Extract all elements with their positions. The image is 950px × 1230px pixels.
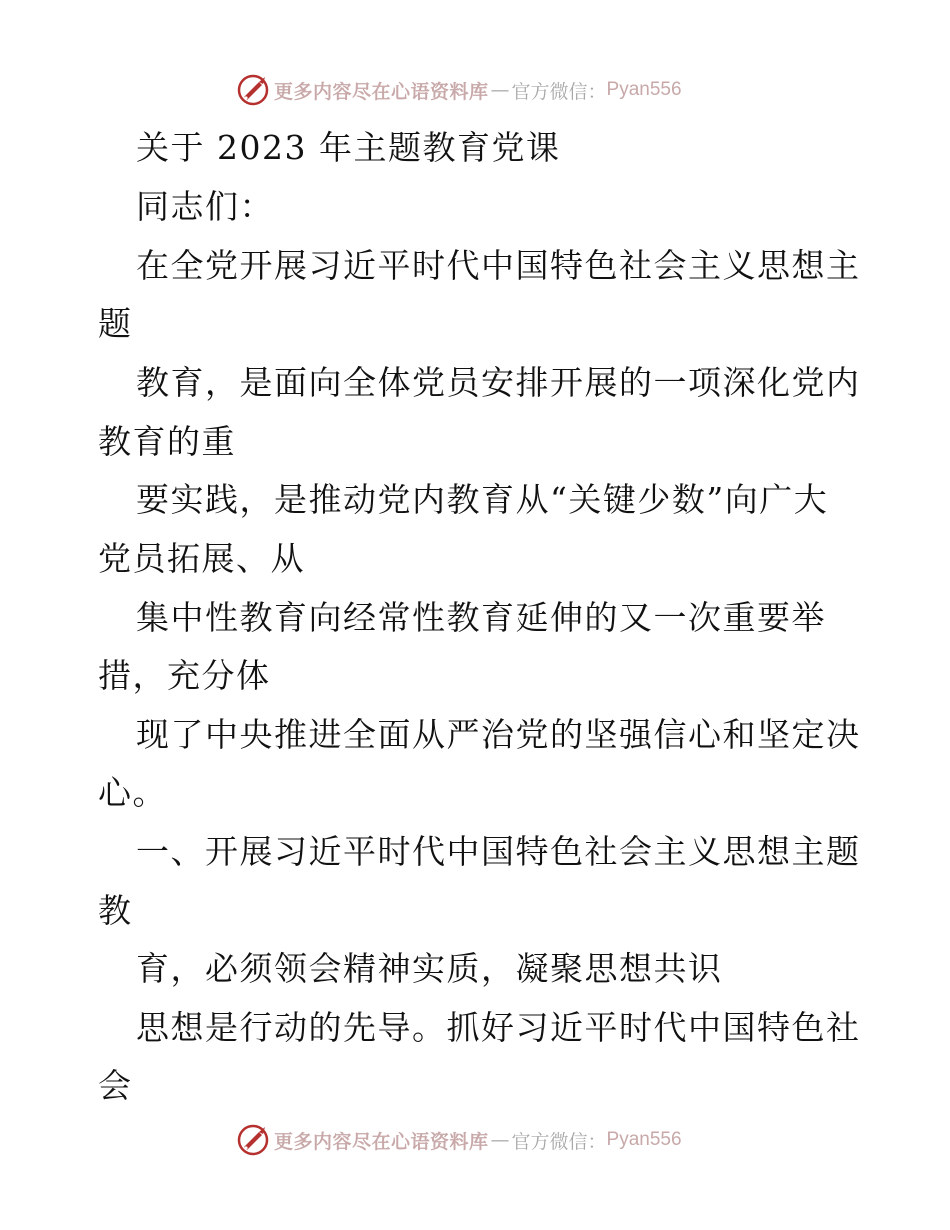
banner-wechat-id: Pyan556 bbox=[606, 79, 682, 100]
section-heading-line: 一、开展习近平时代中国特色社会主义思想主题 bbox=[136, 832, 861, 871]
banner-brand-text: 更多内容尽在心语资料库 bbox=[274, 80, 489, 103]
header-banner bbox=[236, 73, 682, 107]
banner-separator: — bbox=[490, 79, 510, 101]
document-title: 关于 2023 年主题教育党课 bbox=[136, 128, 561, 167]
paragraph-line: 在全党开展习近平时代中国特色社会主义思想主 bbox=[136, 246, 861, 285]
quill-pen-logo-icon bbox=[236, 1123, 270, 1157]
paragraph-line: 题 bbox=[98, 304, 133, 343]
footer-banner bbox=[236, 1123, 682, 1157]
banner-brand-text: 更多内容尽在心语资料库 bbox=[274, 1130, 489, 1153]
paragraph-line: 思想是行动的先导。抓好习近平时代中国特色社 bbox=[136, 1008, 861, 1047]
section-heading-line: 育，必须领会精神实质，凝聚思想共识 bbox=[136, 949, 723, 988]
banner-contact-label: 官方微信： bbox=[511, 1130, 607, 1153]
paragraph-line: 教育的重 bbox=[98, 422, 236, 461]
paragraph-line: 会 bbox=[98, 1066, 133, 1105]
paragraph-line: 集中性教育向经常性教育延伸的又一次重要举 bbox=[136, 598, 826, 637]
section-heading-line: 教 bbox=[98, 891, 133, 930]
quill-pen-logo-icon bbox=[236, 73, 270, 107]
banner-wechat-id: Pyan556 bbox=[606, 1129, 682, 1150]
salutation: 同志们： bbox=[136, 187, 274, 226]
paragraph-line: 党员拓展、从 bbox=[98, 539, 305, 578]
paragraph-line: 教育，是面向全体党员安排开展的一项深化党内 bbox=[136, 363, 861, 402]
paragraph-line: 现了中央推进全面从严治党的坚强信心和坚定决 bbox=[136, 715, 861, 754]
paragraph-line: 要实践，是推动党内教育从“关键少数”向广大 bbox=[136, 480, 829, 519]
paragraph-line: 措，充分体 bbox=[98, 656, 271, 695]
banner-contact-label: 官方微信： bbox=[511, 80, 607, 103]
paragraph-line: 心。 bbox=[98, 773, 167, 812]
banner-separator: — bbox=[490, 1129, 510, 1151]
